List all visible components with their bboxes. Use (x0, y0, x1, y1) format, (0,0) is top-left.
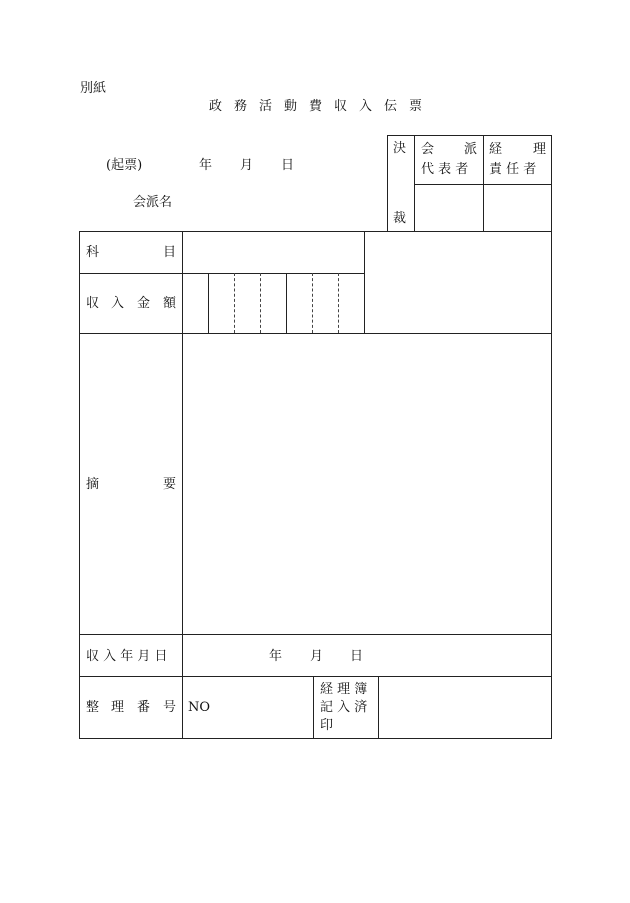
receipt-day: 日 (350, 649, 364, 664)
ledger-stamp-label: 印 (320, 718, 334, 733)
date-day: 日 (281, 158, 295, 173)
ref-number-value: NO (188, 700, 211, 715)
ref-number-label: 理 (111, 700, 125, 715)
title-char: 務 (234, 99, 248, 114)
decision-label-top: 決 (393, 141, 407, 156)
title-char: 票 (409, 99, 423, 114)
faction-name-label: 会派名 (133, 195, 173, 210)
attachment-label: 別紙 (80, 81, 107, 96)
faction-rep-label: 代 表 者 (421, 162, 469, 177)
title-char: 費 (309, 99, 323, 114)
faction-rep-label: 派 (464, 142, 478, 157)
accounting-officer-label: 責 任 者 (489, 162, 537, 177)
subject-label: 目 (163, 245, 177, 260)
origin-label: (起票) (106, 158, 143, 173)
amount-label: 金 (137, 296, 151, 311)
subject-label: 科 (86, 245, 100, 260)
amount-label: 額 (163, 296, 177, 311)
date-year: 年 (199, 158, 213, 173)
ref-number-label: 番 (137, 700, 151, 715)
title-char: 収 (334, 99, 348, 114)
summary-label: 摘 (86, 477, 100, 492)
title-char: 活 (259, 99, 273, 114)
title-char: 政 (209, 99, 223, 114)
ledger-stamp-label: 経 理 簿 (320, 682, 368, 697)
title-char: 伝 (384, 99, 398, 114)
receipt-date-label: 収 入 年 月 日 (86, 649, 168, 664)
title-char: 動 (284, 99, 298, 114)
ref-number-label: 号 (163, 700, 177, 715)
accounting-officer-label: 理 (533, 142, 547, 157)
ref-number-label: 整 (86, 700, 100, 715)
ledger-stamp-label: 記 入 済 (320, 700, 368, 715)
receipt-month: 月 (310, 649, 324, 664)
receipt-year: 年 (269, 649, 283, 664)
date-month: 月 (240, 158, 254, 173)
accounting-officer-label: 経 (489, 142, 503, 157)
amount-label: 収 (86, 296, 100, 311)
faction-rep-label: 会 (421, 142, 435, 157)
decision-label-bottom: 裁 (393, 211, 407, 226)
amount-label: 入 (111, 296, 125, 311)
summary-label: 要 (163, 477, 177, 492)
title-char: 入 (359, 99, 373, 114)
